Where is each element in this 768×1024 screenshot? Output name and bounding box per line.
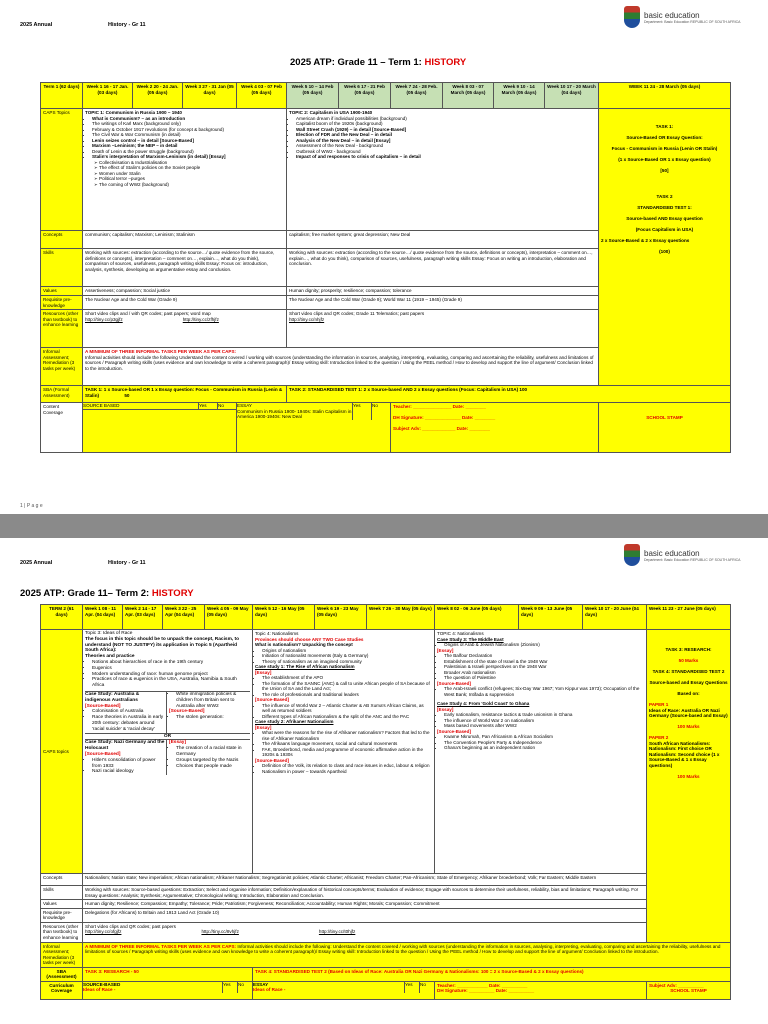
coverage-sb: SOURCE BASED Yes No [83, 403, 237, 453]
teacher-field[interactable]: Teacher: ____________ [437, 982, 488, 988]
week-5: Week 5 10 – 14 Feb (05 days) [287, 83, 339, 109]
caps-row [41, 630, 731, 874]
page-2 [0, 538, 768, 1024]
page-footer: 1 | P a g e [20, 503, 43, 509]
school-stamp-cell [647, 981, 731, 999]
topic1-cell: TOPIC 1: Communism in Russia 1900 – 1940 • What is Communism? – as an introduction • The writings of Karl Marx (background only) • February & October 1917 revolutions (for concept & background) • The Civil War & War Communism (in detail) • Lenin seizes control – in detail [Source-Based] • Marxism –Leninism; the NEP – in detail • Death of Lenin & the power struggle (background) • Stalin's interpretation of Marxism-Leninism (in detail) [Essay] ➢ Collectivisation & Industrialisation ➢ The effect of Stalin's policies on the Soviet people ➢ Women under Stalin ➢ Political terror –purges ➢ The coming of WW2 (background) [83, 109, 287, 231]
header-subject: History - Gr 11 [108, 560, 146, 566]
coat-of-arms-icon [624, 6, 640, 28]
concepts-2: capitalism; free market system; great depression; New Deal [287, 231, 599, 249]
week-8: Week 8 03 - 07 March (05 days) [443, 83, 494, 109]
values-label: Values [41, 900, 83, 909]
dh-signature-field[interactable]: DH Signature: ______________ Date: ________ [393, 415, 496, 420]
dh-signature-field[interactable]: DH Signature: __________ [437, 988, 495, 993]
sba-task1: TASK 1: 1 x Source-based OR 1 x Essay question: Focus - Communism in Russia (Lenin & Stalin) 50 [83, 386, 287, 403]
school-stamp: SCHOOL STAMP [646, 415, 683, 420]
topic4-cont-cell: TOPIC 4: Nationalisms Case Study 3: The Middle East • Origins of Arab & Jewish Nationalism (Zionism) [Essay] • The Balfour Declaration • Establishment of the state of Israel & the 1948 War • Palestinian & Israeli perspectives on the 1948 War • Broader Arab nationalism • The question of Palestine [Source-Based] • The Arab-Israeli conflict (refugees; Six-Day War 1967; Yom Kippur was 1973); Occupation of the West Bank; Intifada & suppression Case Study 4: From 'Gold Coast' to Ghana [Essay] • Early nationalism, resistance tactics & trade unionism in Ghana • The influence of World War 2 on nationalism • Mass based movements after WW2 [Source-Based] • Kwame Nkrumah, Pan Africanism & African Socialism • The Convention People's Party & Independence • Ghana's beginning as an independent nation [435, 630, 647, 874]
coverage-sb: SOURCE-BASED Ideas of Race - Yes No [83, 981, 253, 999]
week-3: Week 3 22 - 25 Apr (04 days) [163, 605, 205, 630]
coverage-essay: ESSAY Ideas of Race - Yes No [253, 981, 435, 999]
week-4: Week 4 05 - 09 May (05 days) [205, 605, 253, 630]
caps-row [41, 109, 731, 231]
week-5: Week 5 12 - 16 May (05 days) [253, 605, 315, 630]
logo-subtext: Department: Basic Education REPUBLIC OF SOUTH AFRICA [644, 557, 741, 562]
checkbox-yes[interactable]: Yes [404, 982, 419, 993]
resource-link[interactable]: http://tiny.cc/ofgjfz [85, 929, 122, 934]
values-label: Values [41, 287, 83, 296]
sba-task3: TASK 3: RESEARCH - 50 [83, 967, 253, 981]
week-3: Week 3 27 - 31 Jan (05 days) [183, 83, 237, 109]
page-title: 2025 ATP: Grade 11– Term 2: HISTORY [20, 588, 194, 599]
week-6: Week 6 17 - 21 Feb (05 days) [339, 83, 391, 109]
skills-row [41, 886, 731, 900]
week-10: Week 10 17 - 20 June (04 days) [583, 605, 647, 630]
sba-task4: TASK 4: STANDARDISED TEST 2 (Based on Ideas of Race: Australia OR Nazi Germany & Nationalisms: 100 = 2 x Source-Based & 2 x Essay questions) [253, 967, 731, 981]
coverage-row [41, 403, 731, 453]
resource-link[interactable]: http://tiny.cc/nhjfz [289, 316, 325, 322]
resource-link[interactable]: http://tiny.cc/p3gjfz [85, 316, 123, 322]
resources-row [41, 922, 731, 942]
values: Human dignity; Resilience; Compassion; Empathy; Tolerance; Pride; Patriotism; Forgiveness; Reconciliation; Accountability; Human Rights; Morals; Compassion; Commitment [83, 900, 647, 909]
values-row [41, 900, 731, 909]
topic2-cell: TOPIC 2: Capitalism in USA 1900-1940 • American dream if individual possibilities (background) • Capitalist boom of the 1920s (background) • Wall Street Crash (1929) – in detail [Source-Based] • Election of FDR and the New Deal – in detail • Analysis of the New Deal – in detail [Essay] • Assessment of the New Deal - background • Outbreak of WW2 - background • Impact of and responses to crisis of capitalism – in detail [287, 109, 599, 231]
concepts-row [41, 874, 731, 886]
page-title: 2025 ATP: Grade 11 – Term 1: HISTORY [290, 57, 467, 68]
school-stamp-cell [599, 403, 731, 453]
signatures: Teacher: ____________ Date: __________ DH Signature: __________ Date: __________ [435, 981, 647, 999]
concepts-label: Concepts [41, 231, 83, 249]
skills-label: Skills [41, 886, 83, 900]
informal-row [41, 942, 731, 967]
informal-text: A MINIMUM OF THREE INFORMAL TASKS PER WEEK AS PER CAPS: Informal activities should include the following: Understand the content covered / working with sources (understanding the information in sources, analysing, interpreting, evaluating, comparing and ascertaining the reliability, usefulness and limitations of sources / Paragraph writing skills (uses evidence and own knowledge to write a coherent paragraph)/ Essay writing skill: Introduction linked to the question / Using the PEEL method / How to develop and support the line of argument/ Conclusion linked to the introduction. [83, 942, 731, 967]
term-label: Term 1 (62 days) [41, 83, 83, 109]
values-2: Human dignity; prosperity; resilience; compassion; tolerance [287, 287, 599, 296]
informal-text: A MINIMUM OF THREE INFORMAL TASKS PER WEEK AS PER CAPS: Informal activities should include the following Understand the content covered / working with sources (understanding the information in sources, analysing, interpreting, evaluating, comparing and ascertaining the reliability, usefulness and limitations of sources / Paragraph writing skills (uses evidence and own knowledge to write a coherent paragraph)/ Essay writing skill: Introduction linked to the question / Using the PEEL method / How to develop and support the line of argument/ Conclusion linked to the introduction. [83, 348, 599, 386]
resource-link[interactable]: http://tiny.cc/t0hjfz [318, 929, 356, 934]
week-11: Week 11 23 - 27 June (05 days) [647, 605, 731, 630]
week-6: Week 6 19 - 23 May (05 days) [315, 605, 367, 630]
prek-label: Requisite pre-knowledge [41, 296, 83, 310]
week-10: Week 10 17 - 20 March (04 days) [545, 83, 599, 109]
resources-2: Short video clips and QR codes; Grade 11 Telematics; past papers http://tiny.cc/nhjfz [287, 310, 599, 348]
week11-assessment-cell: TASK 3: RESEARCH: 50 Marks TASK 4: STANDARDISED TEST 2 Source-based and Essay Questions Based on: PAPER 1 Ideas of Race: Australia OR Nazi Germany (Source-based and Essay) 100 Marks PAPER 2 South African Nationalisms: Nationalism: First choice OR Nationalism: Second choice (1 x Source-Based & 1 x Essay questions) 100 Marks [647, 630, 731, 943]
resource-link[interactable]: http://tiny.cc/8vhjfz [201, 929, 239, 934]
term-label: TERM 2 (61 days) [41, 605, 83, 630]
skills-2: Working with sources: extraction (according to the source…/ quote evidence from the source, definitions or concepts), interpretation – comment on…, explain…, what do you think), comparison of sources, usefulness, paragraph writing skills Essay: Focus on writing an introduction, elaboration and conclusion. [287, 249, 599, 287]
prek-2: The Nuclear Age and the Cold War (Grade 9); World War 11 (1919 – 1945) (Grade 9) [287, 296, 599, 310]
dbe-logo [624, 544, 740, 566]
coverage-label: Content Coverage [41, 403, 83, 453]
subject-adv-field[interactable]: Subject Adv: _____________ Date: ________ [393, 426, 490, 431]
week-1: Week 1 16 - 17 Jan. (03 days) [83, 83, 133, 109]
skills-1: Working with sources: extraction (according to the source…/ quote evidence from the source, definitions or concepts), interpretation – comment on…, explain…, what do you think), comparison of sources, usefulness, paragraph writing skills Essay: Focus on: introduction, analysis, synthesis, developing an argumentative essay and conclusion. [83, 249, 287, 287]
week-8: Week 8 02 - 06 June (05 days) [435, 605, 519, 630]
prek: Delegations (for Africans) to Britain and 1913 Land Act (Grade 10) [83, 908, 647, 922]
week-header-row [41, 605, 731, 630]
sba-row [41, 967, 731, 981]
resources-label: Resources (other than textbook) to enhance learning [41, 922, 83, 942]
sba-label: SBA (Assessment) [41, 967, 83, 981]
subject-adv-field[interactable]: Subject Adv: __________ [649, 982, 704, 988]
topic3-cell: Topic 3: Ideas of Race The focus in this topic should be to unpack the concept, Racism, to understand (NOT TO JUSTIFY) its application in Topic 5 (Apartheid South Africa): Theories and practice • Notions about hierarchies of race in the 19th century • Eugenics • Modern understanding of race: human genome project • Practices of race & eugenics in the USA, Australia, Namibia & South Africa Case Study: Australia & indigenous Australians [Source-Based] • Colonisation of Australia • Race theories in Australia in early 20th century: debates around 'racial suicide' & 'racial decay' • White immigration policies & children from Britain sent to Australia after WW2 [Source-Based] • The stolen generation: OR Case Study: Nazi Germany and the Holocaust [Source-Based] • Hitler's consolidation of power from 1933 • Nazi racial ideology [Essay] • The creation of a racial state in Germany • Groups targeted by the Nazis • Choices that people made [83, 630, 253, 874]
prek-1: The Nuclear Age and the Cold War (Grade 9) [83, 296, 287, 310]
coverage-row [41, 981, 731, 999]
topic4-cell: Topic 4: Nationalisms Provinces should choose ANY TWO Case Studies What is nationalism? Unpacking the concept • Origins of nationalism • Initiation of nationalist movements (Italy & Germany) • Theory of nationalism as an imagined community Case study 1: The Rise of African nationalism [Essay] • The establishment of the APO • The formation of the SANNC (ANC) & call to unite African people of SA because of the Union of SA and the Land Act; • The role of professionals and traditional leaders [Source-Based] • The influence of World War 2 – Atlantic Charter & AB Xuma's African Claims, as well as returned soldiers • Different types of African Nationalism & the split of the ANC and the PAC Case study 2: Afrikaner Nationalism [Essay] • What were the reasons for the rise of Afrikaner nationalism? Factors that led to the rise of Afrikaner Nationalism • The Afrikaans language movement, social and cultural movements • FAK, Broederbond, media and programme of economic affirmative action in the 1920s & 1930s [Source-Based] • Definition of the Volk, its relation to class and race issues in educ, labour & religion • Nationalism in power – towards Apartheid [253, 630, 435, 874]
week-4: Week 4 03 - 07 Feb (05 days) [237, 83, 287, 109]
teacher-field[interactable]: Teacher: _______________ Date: ________ [393, 404, 486, 409]
resource-link[interactable]: http://tiny.cc/zfhjfz [182, 316, 219, 322]
concepts-1: communism; capitalism; Marxism; Leninism; Stalinism [83, 231, 287, 249]
header-year: 2025 Annual [20, 22, 53, 28]
skills-label: Skills [41, 249, 83, 287]
logo-subtext: Department: Basic Education REPUBLIC OF SOUTH AFRICA [644, 19, 741, 24]
checkbox-no[interactable]: No [237, 982, 252, 993]
term2-table [40, 604, 731, 1000]
checkbox-yes[interactable]: Yes [198, 403, 217, 409]
coverage-essay: ESSAY Communism in Russia 1900- 1940s: Stalin Capitalism in America 1900-1940s: New Deal Yes No [237, 403, 391, 453]
logo-text: basic education [644, 548, 700, 558]
week-7: Week 7 24 - 28 Feb. (05 days) [391, 83, 443, 109]
header-subject: History - Gr 11 [108, 22, 146, 28]
informal-label: Informal Assessment; Remediation (3 tasks per week) [41, 942, 83, 967]
week-9: Week 9 10 - 14 March (05 days) [494, 83, 545, 109]
sba-task2: TASK 2: STANDARDISED TEST 1: 2 x Source-based AND 2 x Essay questions (Focus: Capitalism in USA) 100 [287, 386, 731, 403]
header-year: 2025 Annual [20, 560, 53, 566]
coverage-label: Curriculum Coverage [41, 981, 83, 999]
week-1: Week 1 08 - 11 Apr. (04 days) [83, 605, 123, 630]
week-7: Week 7 26 - 30 May (05 days) [367, 605, 435, 630]
signatures [391, 403, 599, 453]
coat-of-arms-icon [624, 544, 640, 566]
school-stamp: SCHOOL STAMP [670, 988, 707, 993]
resources-label: Resources (other than textbook) to enhance learning [41, 310, 83, 348]
week-2: Week 2 20 - 24 Jan. (05 days) [133, 83, 183, 109]
checkbox-no[interactable]: No [419, 982, 434, 993]
caps-label: CAPS Topics [41, 109, 83, 231]
logo-text: basic education [644, 10, 700, 20]
checkbox-yes[interactable]: Yes [353, 403, 372, 420]
prek-label: Requisite pre-knowledge [41, 908, 83, 922]
week11-assessment-cell: TASK 1: Source-Based OR Essay Question: Focus - Communism in Russia (Lenin OR Stalin) (1 x Source-Based OR 1 x Essay question) [50] TASK 2 STANDARDISED TEST 1: Source-based AND Essay question (Focus Capitalism in USA) 2 x Source-Based & 2 x Essay questions (100) [599, 109, 731, 386]
resources: Short video clips and QR codes; past papers http://tiny.cc/ofgjfz http://tiny.cc/8vhjfz http://tiny.cc/t0hjfz [83, 922, 647, 942]
concepts-label: Concepts [41, 874, 83, 886]
week-2: Week 2 14 - 17 Apr. (03 days) [123, 605, 163, 630]
prek-row [41, 908, 731, 922]
week-header-row [41, 83, 731, 109]
checkbox-no[interactable]: No [217, 403, 236, 409]
checkbox-yes[interactable]: Yes [222, 982, 237, 993]
week-9: Week 9 09 - 13 June (05 days) [519, 605, 583, 630]
caps-label: CAPS topics [41, 630, 83, 874]
informal-label: Informal Assessment; Remediation (3 tasks per week) [41, 348, 83, 386]
concepts: Nationalism; Nation state; New imperialism; African nationalism; Afrikaner Nationalism; Segregationist policies; Atlantic Charter; Africanist; Freedom Charter; Pan-Africanism; State of Emergency; Afrikaner broederbond; Volk; Far Eastern; Middle Eastern [83, 874, 647, 886]
sba-row [41, 386, 731, 403]
sba-label: SBA (Formal Assessment) [41, 386, 83, 403]
term1-table [40, 82, 731, 453]
values-1: Assertiveness; compassion; Social justice [83, 287, 287, 296]
checkbox-no[interactable]: No [372, 403, 378, 408]
resources-1: Short video clips and / with QR codes; past papers; word map http://tiny.cc/p3gjfz http://tiny.cc/zfhjfz [83, 310, 287, 348]
dbe-logo [624, 6, 740, 28]
week-11: WEEK 11 24 - 28 March (05 days) [599, 83, 731, 109]
skills: Working with sources: Source-based questions: Extraction; Select and organise information; Definition/explanation of historical concepts/terms; Evaluation of evidence; Engage with sources to determine their usefulness, reliability, bias and limitations; Paragraph writing. For Essay questions: Analysis; Synthesis; Argumentative; Chronological writing; Introduction, Elaboration and Conclusion. [83, 886, 647, 900]
